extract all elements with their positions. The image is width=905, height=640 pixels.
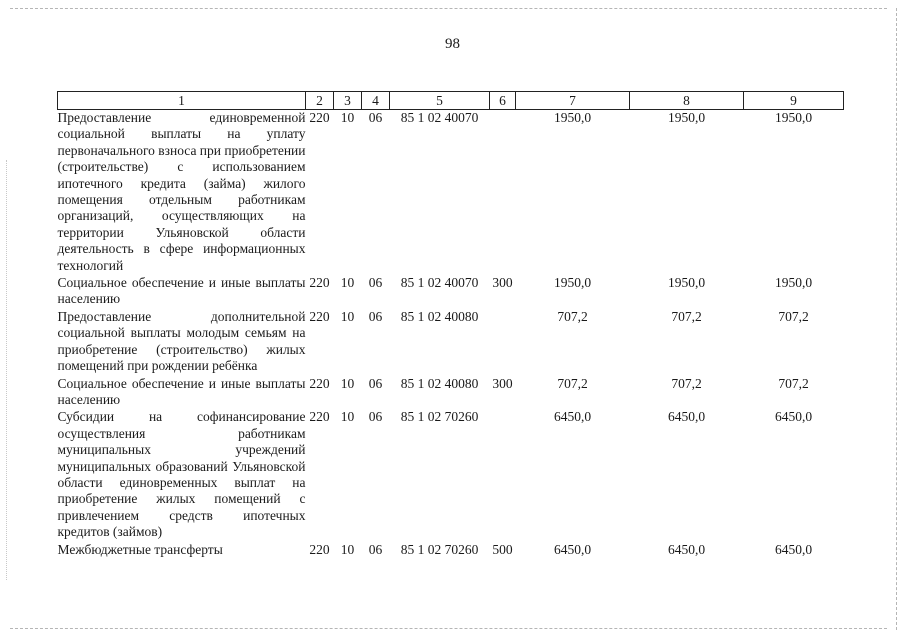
cell-col-4: 06 bbox=[368, 375, 383, 391]
row-name: Предоставление дополнительной социальной выплаты молодым семьям на приобретение (строительство) жилых помещений при рождении ребёнка bbox=[57, 308, 306, 374]
cell-col-5: 85 1 02 40080 bbox=[400, 308, 479, 324]
budget-table bbox=[57, 91, 844, 558]
cell-col-9: 707,2 bbox=[778, 375, 809, 391]
header-col-2: 2 bbox=[306, 92, 334, 110]
cell-col-5: 85 1 02 40080 bbox=[400, 375, 479, 391]
cell-col-7: 6450,0 bbox=[553, 541, 592, 557]
cell-col-3: 10 bbox=[340, 308, 355, 324]
cell-col-3: 10 bbox=[340, 110, 355, 125]
cell-col-5: 85 1 02 40070 bbox=[400, 110, 479, 125]
cell-col-4: 06 bbox=[368, 110, 383, 125]
table-row bbox=[58, 275, 844, 309]
cell-col-8: 707,2 bbox=[671, 308, 702, 324]
row-name: Социальное обеспечение и иные выплаты населению bbox=[57, 275, 306, 307]
cell-col-4: 06 bbox=[368, 308, 383, 324]
cell-col-2: 220 bbox=[309, 541, 330, 557]
cell-col-2: 220 bbox=[309, 110, 330, 125]
cell-col-4: 06 bbox=[368, 541, 383, 557]
table-row bbox=[58, 110, 844, 276]
cell-col-9: 707,2 bbox=[778, 308, 809, 324]
row-name: Предоставление единовременной социальной выплаты на уплату первоначального взноса при приобретении (строительстве) с использованием ипотечного кредита (займа) жилого помещения отдельным работникам организаций, осуществляющих на территории Ульяновской области деятельность в сфере информационных технологий bbox=[57, 110, 306, 273]
scan-edge-top bbox=[10, 8, 887, 9]
cell-col-7: 1950,0 bbox=[553, 110, 592, 125]
cell-col-2: 220 bbox=[309, 375, 330, 391]
cell-col-9: 6450,0 bbox=[774, 541, 813, 557]
cell-col-8: 1950,0 bbox=[667, 275, 706, 291]
row-name: Межбюджетные трансферты bbox=[57, 541, 223, 557]
cell-col-7: 707,2 bbox=[557, 308, 588, 324]
cell-col-5: 85 1 02 70260 bbox=[400, 409, 479, 425]
cell-col-7: 6450,0 bbox=[553, 409, 592, 425]
cell-col-8: 6450,0 bbox=[667, 409, 706, 425]
cell-col-8: 1950,0 bbox=[667, 110, 706, 125]
cell-col-3: 10 bbox=[340, 541, 355, 557]
cell-col-6 bbox=[490, 409, 516, 541]
cell-col-3: 10 bbox=[340, 275, 355, 291]
table-row bbox=[58, 376, 844, 410]
header-col-6: 6 bbox=[490, 92, 516, 110]
cell-col-6: 500 bbox=[492, 541, 513, 557]
header-col-9: 9 bbox=[744, 92, 844, 110]
cell-col-9: 6450,0 bbox=[774, 409, 813, 425]
cell-col-7: 707,2 bbox=[557, 375, 588, 391]
cell-col-5: 85 1 02 40070 bbox=[400, 275, 479, 291]
cell-col-2: 220 bbox=[309, 308, 330, 324]
cell-col-9: 1950,0 bbox=[774, 110, 813, 125]
table-row bbox=[58, 542, 844, 558]
cell-col-6 bbox=[490, 309, 516, 376]
cell-col-6: 300 bbox=[492, 275, 513, 291]
cell-col-8: 707,2 bbox=[671, 375, 702, 391]
scan-edge-left bbox=[6, 160, 7, 580]
table-row bbox=[58, 409, 844, 541]
cell-col-6: 300 bbox=[492, 375, 513, 391]
page-number: 98 bbox=[445, 36, 460, 52]
header-col-1: 1 bbox=[58, 92, 306, 110]
cell-col-2: 220 bbox=[309, 409, 330, 425]
cell-col-7: 1950,0 bbox=[553, 275, 592, 291]
header-col-7: 7 bbox=[516, 92, 630, 110]
header-col-3: 3 bbox=[334, 92, 362, 110]
cell-col-3: 10 bbox=[340, 409, 355, 425]
header-col-4: 4 bbox=[362, 92, 390, 110]
row-name: Социальное обеспечение и иные выплаты населению bbox=[57, 375, 306, 407]
cell-col-9: 1950,0 bbox=[774, 275, 813, 291]
cell-col-2: 220 bbox=[309, 275, 330, 291]
cell-col-4: 06 bbox=[368, 275, 383, 291]
row-name: Субсидии на софинансирование осуществления работникам муниципальных учреждений муниципальных образований Ульяновской области единовременных выплат на приобретение жилых помещений с привлечением средств ипотечных кредитов (займов) bbox=[57, 409, 306, 540]
scan-edge-bottom bbox=[10, 628, 887, 629]
cell-col-4: 06 bbox=[368, 409, 383, 425]
header-col-5: 5 bbox=[390, 92, 490, 110]
cell-col-8: 6450,0 bbox=[667, 541, 706, 557]
scan-edge-right bbox=[896, 8, 897, 630]
table-row bbox=[58, 309, 844, 376]
cell-col-6 bbox=[490, 110, 516, 276]
cell-col-3: 10 bbox=[340, 375, 355, 391]
cell-col-5: 85 1 02 70260 bbox=[400, 541, 479, 557]
header-col-8: 8 bbox=[630, 92, 744, 110]
header-row bbox=[58, 92, 844, 110]
